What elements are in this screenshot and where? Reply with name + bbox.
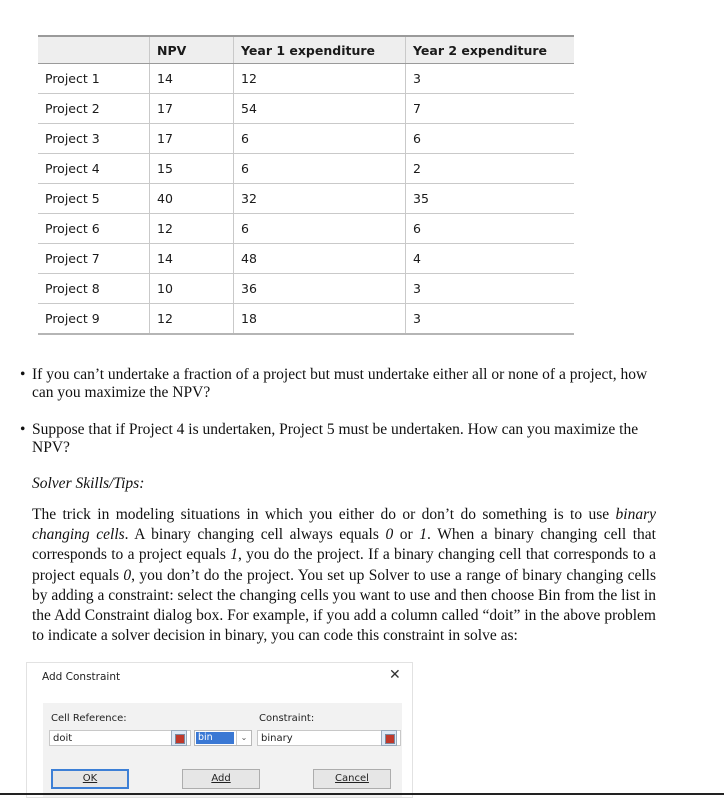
table-row [38, 94, 574, 124]
year1-cell: 54 [234, 94, 406, 124]
year1-cell: 12 [234, 64, 406, 94]
para-emphasis: 0 [123, 566, 132, 584]
constraint-input[interactable]: binary [257, 730, 401, 746]
constraint-label: Constraint: [259, 713, 315, 724]
table-row [38, 214, 574, 244]
project-name-cell: Project 8 [38, 274, 150, 304]
npv-cell: 14 [150, 244, 234, 274]
add-button[interactable]: Add [182, 769, 260, 789]
operator-selected-value: bin [196, 732, 234, 744]
bullet-question-1 [20, 366, 660, 402]
table-row [38, 304, 574, 335]
para-text: . When a binary changing cell that corresponds to a project equals [32, 526, 656, 564]
table-row [38, 274, 574, 304]
para-text: . A binary changing cell always equals [124, 526, 386, 544]
range-picker-icon[interactable] [171, 730, 187, 746]
para-text: or [393, 526, 420, 544]
header-cell-year2: Year 2 expenditure [406, 36, 575, 64]
bullet-text: If you can’t undertake a fraction of a project but must undertake either all or none of a project, how can you maximize the NPV? [32, 366, 648, 401]
add-constraint-dialog [26, 662, 413, 798]
year2-cell: 35 [406, 184, 575, 214]
para-emphasis: 1 [419, 526, 428, 544]
dialog-title: Add Constraint [42, 671, 121, 683]
year1-cell: 6 [234, 214, 406, 244]
year2-cell: 6 [406, 214, 575, 244]
cancel-button[interactable]: Cancel [313, 769, 391, 789]
para-emphasis: 1 [230, 546, 238, 564]
project-name-cell: Project 9 [38, 304, 150, 335]
year2-cell: 6 [406, 124, 575, 154]
project-name-cell: Project 4 [38, 154, 150, 184]
year2-cell: 3 [406, 304, 575, 335]
bullet-dot-icon: • [20, 421, 26, 438]
project-name-cell: Project 1 [38, 64, 150, 94]
bullet-dot-icon: • [20, 366, 26, 383]
npv-cell: 40 [150, 184, 234, 214]
year1-cell: 18 [234, 304, 406, 335]
npv-cell: 12 [150, 214, 234, 244]
npv-cell: 17 [150, 124, 234, 154]
table-row [38, 244, 574, 274]
year1-cell: 36 [234, 274, 406, 304]
npv-cell: 15 [150, 154, 234, 184]
para-emphasis: binary changing cells [32, 506, 656, 544]
year1-cell: 6 [234, 124, 406, 154]
bullet-question-2 [20, 421, 660, 457]
npv-cell: 10 [150, 274, 234, 304]
tips-paragraph [32, 505, 656, 646]
chevron-down-icon[interactable]: ⌄ [236, 731, 251, 745]
year2-cell: 2 [406, 154, 575, 184]
ok-button[interactable]: OK [51, 769, 129, 789]
npv-cell: 17 [150, 94, 234, 124]
para-text: , you don’t do the project. You set up Solver to use a range of binary changing cells by adding a constraint: select the changing cells you want to use and then choose Bin from the list in the Add Constraint dialog box. For example, if you add a column called “doit” in the above problem to indicate a solver decision in binary, you can code this constraint in solve as: [32, 566, 656, 645]
range-picker-icon[interactable] [381, 730, 397, 746]
project-name-cell: Project 7 [38, 244, 150, 274]
year1-cell: 32 [234, 184, 406, 214]
header-cell-blank [38, 36, 150, 64]
project-table [38, 35, 574, 335]
para-text: The trick in modeling situations in which you either do or don’t do something is to use [32, 506, 616, 523]
table-row [38, 154, 574, 184]
year1-cell: 48 [234, 244, 406, 274]
project-name-cell: Project 5 [38, 184, 150, 214]
year2-cell: 4 [406, 244, 575, 274]
header-cell-npv: NPV [150, 36, 234, 64]
cell-reference-label: Cell Reference: [51, 713, 127, 724]
project-name-cell: Project 2 [38, 94, 150, 124]
table-row [38, 64, 574, 94]
table-header-row [38, 36, 574, 64]
dialog-body [43, 703, 402, 797]
close-icon[interactable]: ✕ [389, 667, 401, 683]
year2-cell: 3 [406, 274, 575, 304]
para-emphasis: 0 [385, 526, 394, 544]
year2-cell: 7 [406, 94, 575, 124]
cell-reference-input[interactable]: doit [49, 730, 191, 746]
year2-cell: 3 [406, 64, 575, 94]
npv-cell: 14 [150, 64, 234, 94]
project-name-cell: Project 3 [38, 124, 150, 154]
year1-cell: 6 [234, 154, 406, 184]
project-name-cell: Project 6 [38, 214, 150, 244]
header-cell-year1: Year 1 expenditure [234, 36, 406, 64]
page-bottom-rule [0, 793, 724, 795]
table-row [38, 124, 574, 154]
operator-select[interactable] [194, 730, 252, 746]
para-text: , you do the project. If a binary changing cell that corresponds to a project equals [32, 546, 656, 584]
npv-cell: 12 [150, 304, 234, 335]
bullet-text: Suppose that if Project 4 is undertaken, Project 5 must be undertaken. How can you maximize the NPV? [32, 421, 639, 456]
tips-title: Solver Skills/Tips: [32, 475, 145, 492]
table-row [38, 184, 574, 214]
